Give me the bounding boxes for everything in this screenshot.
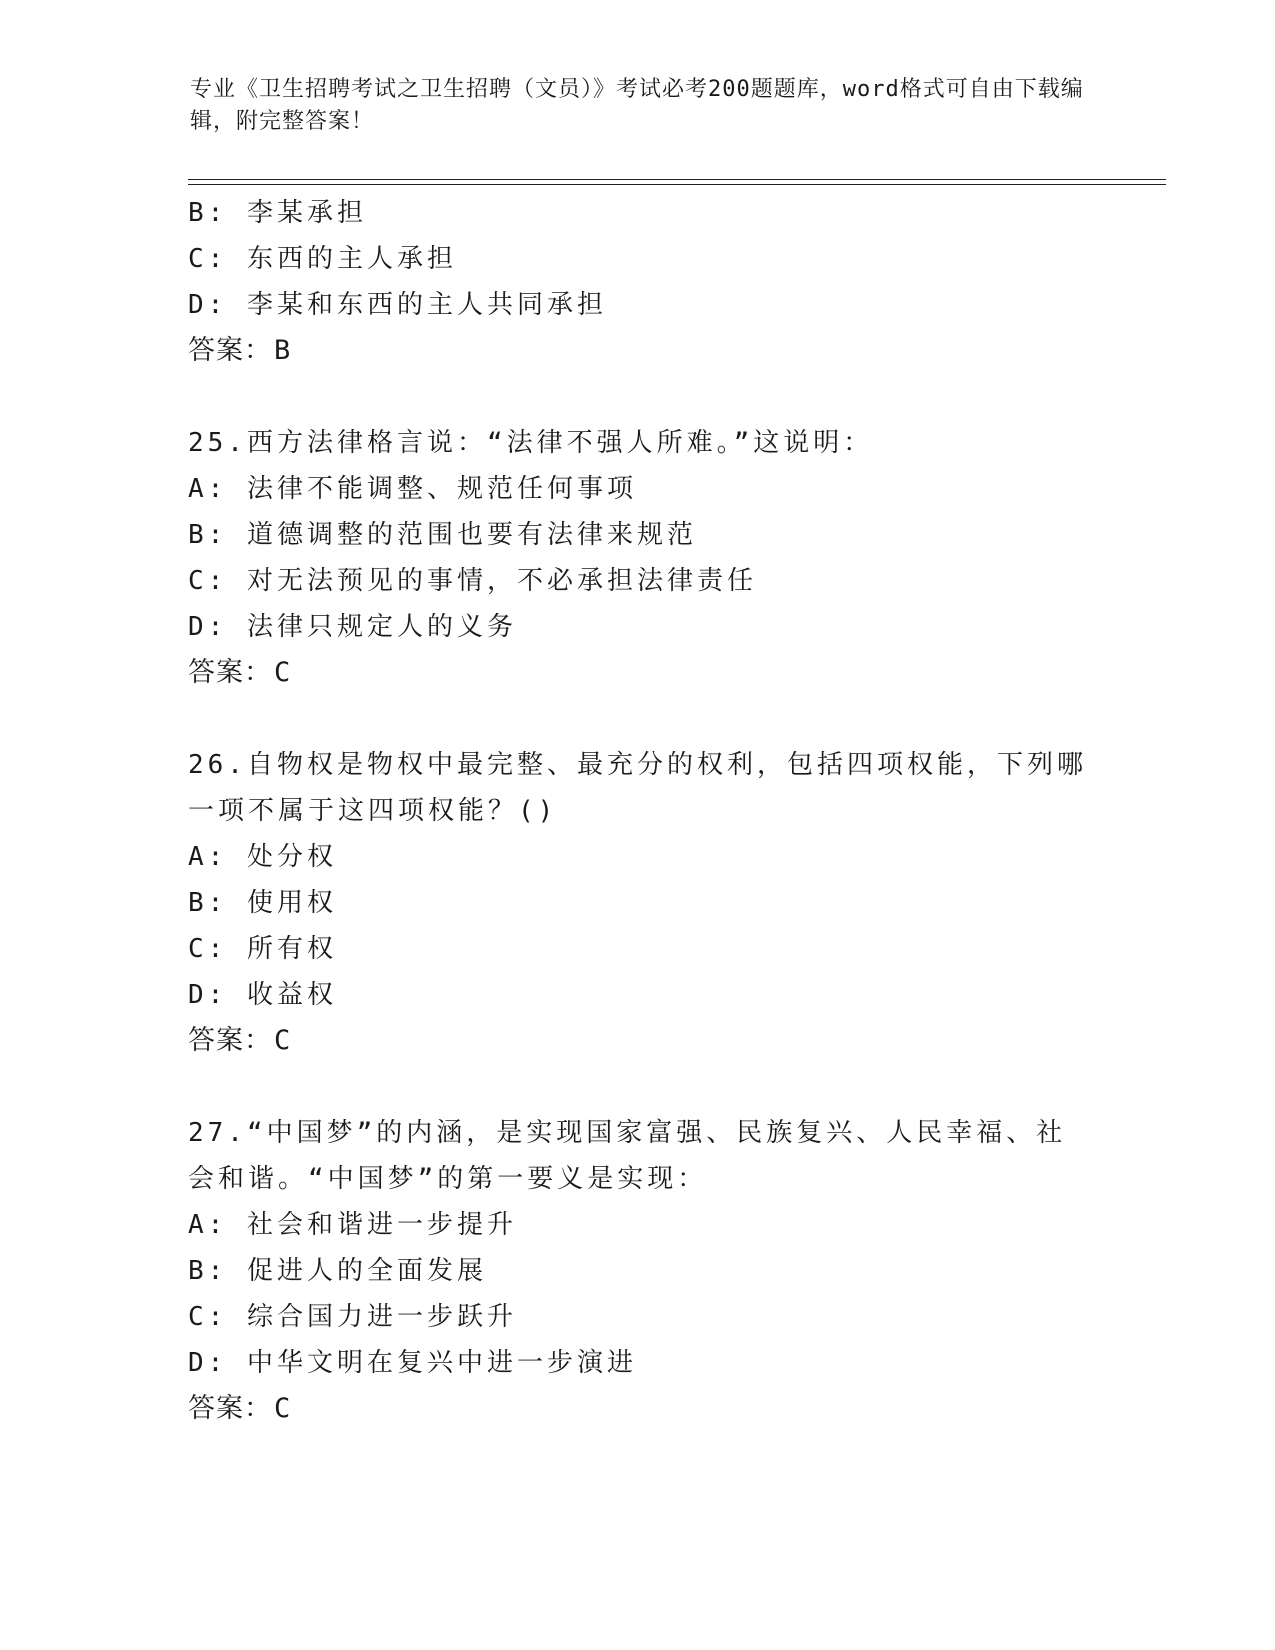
option-text: 道德调整的范围也要有法律来规范 — [246, 520, 697, 550]
option-key: A: — [188, 842, 228, 872]
option-b — [188, 1248, 1088, 1294]
option-text: 李某和东西的主人共同承担 — [246, 290, 607, 320]
option-key: D: — [188, 980, 228, 1010]
answer-label: 答案： — [188, 657, 272, 688]
option-key: A: — [188, 474, 228, 504]
option-text: 处分权 — [246, 842, 337, 872]
option-c — [188, 926, 1088, 972]
option-key: D: — [188, 612, 228, 642]
option-d — [188, 604, 1088, 650]
option-text: 使用权 — [246, 888, 337, 918]
question-stem: 27.“中国梦”的内涵，是实现国家富强、民族复兴、人民幸福、社会和谐。“中国梦”的第一要义是实现： — [188, 1118, 1067, 1194]
answer-line — [188, 1386, 1088, 1432]
answer-value: B — [274, 335, 292, 366]
option-key: C: — [188, 244, 228, 274]
question-25 — [188, 420, 1088, 696]
option-key: C: — [188, 1302, 228, 1332]
option-key: A: — [188, 1210, 228, 1240]
option-c — [188, 558, 1088, 604]
option-c — [188, 236, 1088, 282]
option-text: 法律只规定人的义务 — [246, 612, 517, 642]
answer-label: 答案： — [188, 1393, 272, 1424]
option-d — [188, 972, 1088, 1018]
option-text: 中华文明在复兴中进一步演进 — [246, 1348, 637, 1378]
answer-value: C — [274, 1025, 292, 1056]
option-d — [188, 282, 1088, 328]
option-c — [188, 1294, 1088, 1340]
document-body — [188, 190, 1088, 1432]
option-key: B: — [188, 888, 228, 918]
option-b — [188, 190, 1088, 236]
question-24-continued — [188, 190, 1088, 374]
option-text: 东西的主人承担 — [246, 244, 457, 274]
answer-line — [188, 650, 1088, 696]
option-text: 促进人的全面发展 — [246, 1256, 487, 1286]
answer-label: 答案： — [188, 1025, 272, 1056]
question-stem: 25.西方法律格言说：“法律不强人所难。”这说明： — [188, 428, 874, 458]
option-key: B: — [188, 198, 228, 228]
answer-line — [188, 1018, 1088, 1064]
option-text: 对无法预见的事情，不必承担法律责任 — [246, 566, 757, 596]
option-a — [188, 1202, 1088, 1248]
option-a — [188, 466, 1088, 512]
option-d — [188, 1340, 1088, 1386]
option-key: C: — [188, 566, 228, 596]
header-rule-bottom — [188, 184, 1166, 185]
option-text: 所有权 — [246, 934, 337, 964]
answer-value: C — [274, 657, 292, 688]
answer-value: C — [274, 1393, 292, 1424]
question-26 — [188, 742, 1088, 1064]
option-key: B: — [188, 520, 228, 550]
option-key: B: — [188, 1256, 228, 1286]
option-text: 法律不能调整、规范任何事项 — [246, 474, 637, 504]
question-27 — [188, 1110, 1088, 1432]
option-key: D: — [188, 290, 228, 320]
option-text: 综合国力进一步跃升 — [246, 1302, 517, 1332]
option-a — [188, 834, 1088, 880]
option-key: C: — [188, 934, 228, 964]
option-b — [188, 880, 1088, 926]
document-header: 专业《卫生招聘考试之卫生招聘（文员）》考试必考200题题库，word格式可自由下载编辑，附完整答案！ — [190, 77, 1084, 134]
header-rule-top — [188, 179, 1166, 180]
option-text: 李某承担 — [246, 198, 367, 228]
option-text: 收益权 — [246, 980, 337, 1010]
option-b — [188, 512, 1088, 558]
option-text: 社会和谐进一步提升 — [246, 1210, 517, 1240]
option-key: D: — [188, 1348, 228, 1378]
answer-label: 答案： — [188, 335, 272, 366]
answer-line — [188, 328, 1088, 374]
question-stem: 26.自物权是物权中最完整、最充分的权利，包括四项权能，下列哪一项不属于这四项权能？() — [188, 750, 1087, 826]
